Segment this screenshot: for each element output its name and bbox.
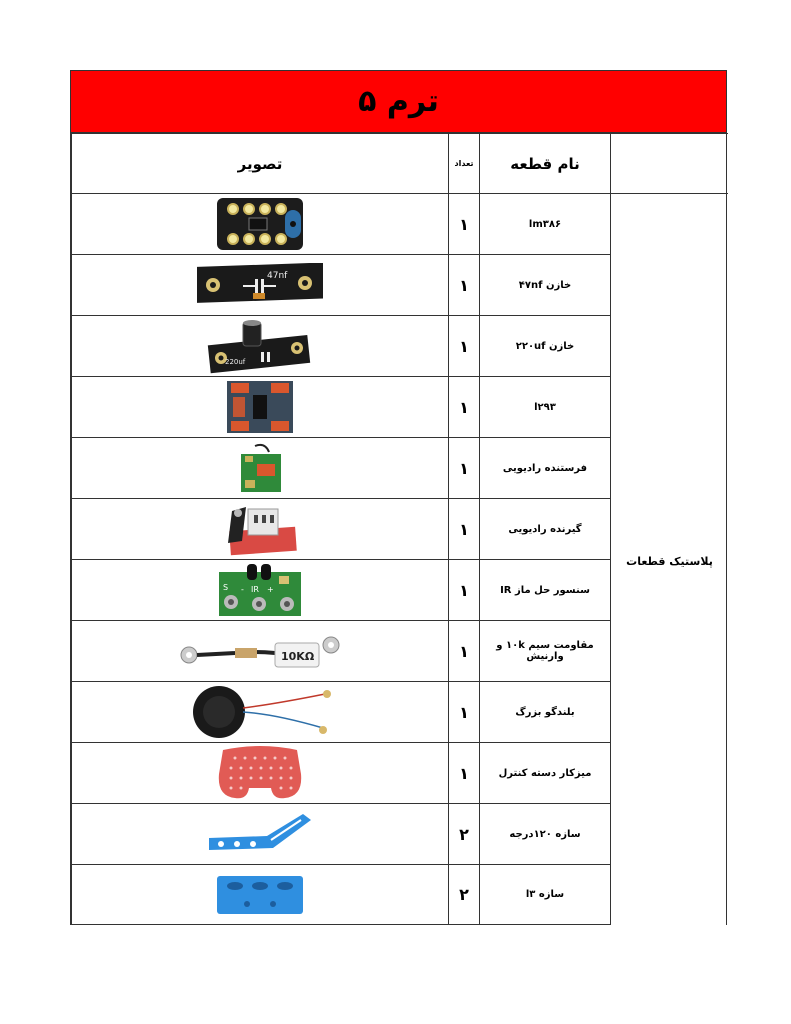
l293-board-icon [225,379,295,435]
category-cell [611,194,729,925]
part-image-cell [72,255,449,316]
bracket-120-icon [205,810,315,858]
parts-sheet [70,70,727,925]
part-quantity: ۱ [449,743,480,804]
header-image: تصویر [72,134,449,194]
part-quantity: ۱ [449,682,480,743]
ir-pin-plus: + [267,585,274,594]
table-row [72,194,729,255]
ir-text: IR [251,585,259,594]
part-quantity: ۲ [449,865,480,925]
part-name: سنسور حل ماز IR [480,560,611,621]
part-quantity: ۱ [449,438,480,499]
radio-transmitter-icon [235,440,285,496]
part-image-cell [72,865,449,925]
part-name: l۲۹۳ [480,377,611,438]
part-quantity: ۲ [449,804,480,865]
capacitor-220uf-board-icon [205,318,315,374]
speaker-icon [185,684,335,740]
ir-pin-minus: - [241,585,244,594]
part-image-cell [72,743,449,804]
part-name: گیرنده رادیویی [480,499,611,560]
part-name: میزکار دسته کنترل [480,743,611,804]
parts-table [71,133,728,925]
part-name: سازه ۱۲۰درجه [480,804,611,865]
part-image-cell [72,438,449,499]
part-name: lm۳۸۶ [480,194,611,255]
part-image-cell [72,194,449,255]
table-header-row [72,134,729,194]
capacitor-47nf-board-icon [195,263,325,307]
part-quantity: ۱ [449,499,480,560]
controller-board-icon [215,744,305,802]
part-quantity: ۱ [449,316,480,377]
cap47-label: 47nf [267,271,288,281]
part-image-cell [72,560,449,621]
resistor-text: 10KΩ [281,650,315,663]
title-bar [71,70,726,133]
part-quantity: ۱ [449,560,480,621]
category-label: پلاستیک قطعات [626,554,713,568]
part-name: خازن ۲۲۰uf [480,316,611,377]
ir-sensor-board-icon [217,562,303,618]
part-name: فرستنده رادیویی [480,438,611,499]
part-name: مقاومت سیم ۱۰k و وارنیش [480,621,611,682]
resistor-wire-icon [175,631,345,671]
part-image-cell [72,499,449,560]
block-l3-icon [215,872,305,918]
page-title: ترم ۵ [358,84,439,119]
part-image-cell [72,621,449,682]
part-image-cell [72,377,449,438]
part-image-cell [72,682,449,743]
cap220-label: 220uf [225,358,246,366]
part-image-cell [72,316,449,377]
part-quantity: ۱ [449,377,480,438]
lm386-board-icon [215,196,305,252]
header-name: نام قطعه [480,134,611,194]
part-image-cell [72,804,449,865]
part-name: خازن ۴۷nf [480,255,611,316]
ir-pin-s: S [223,583,229,592]
radio-receiver-icon [220,501,300,557]
part-name: سازه l۳ [480,865,611,925]
header-category [611,134,729,194]
part-quantity: ۱ [449,621,480,682]
part-quantity: ۱ [449,194,480,255]
part-name: بلندگو بزرگ [480,682,611,743]
header-quantity: تعداد [449,134,480,194]
part-quantity: ۱ [449,255,480,316]
